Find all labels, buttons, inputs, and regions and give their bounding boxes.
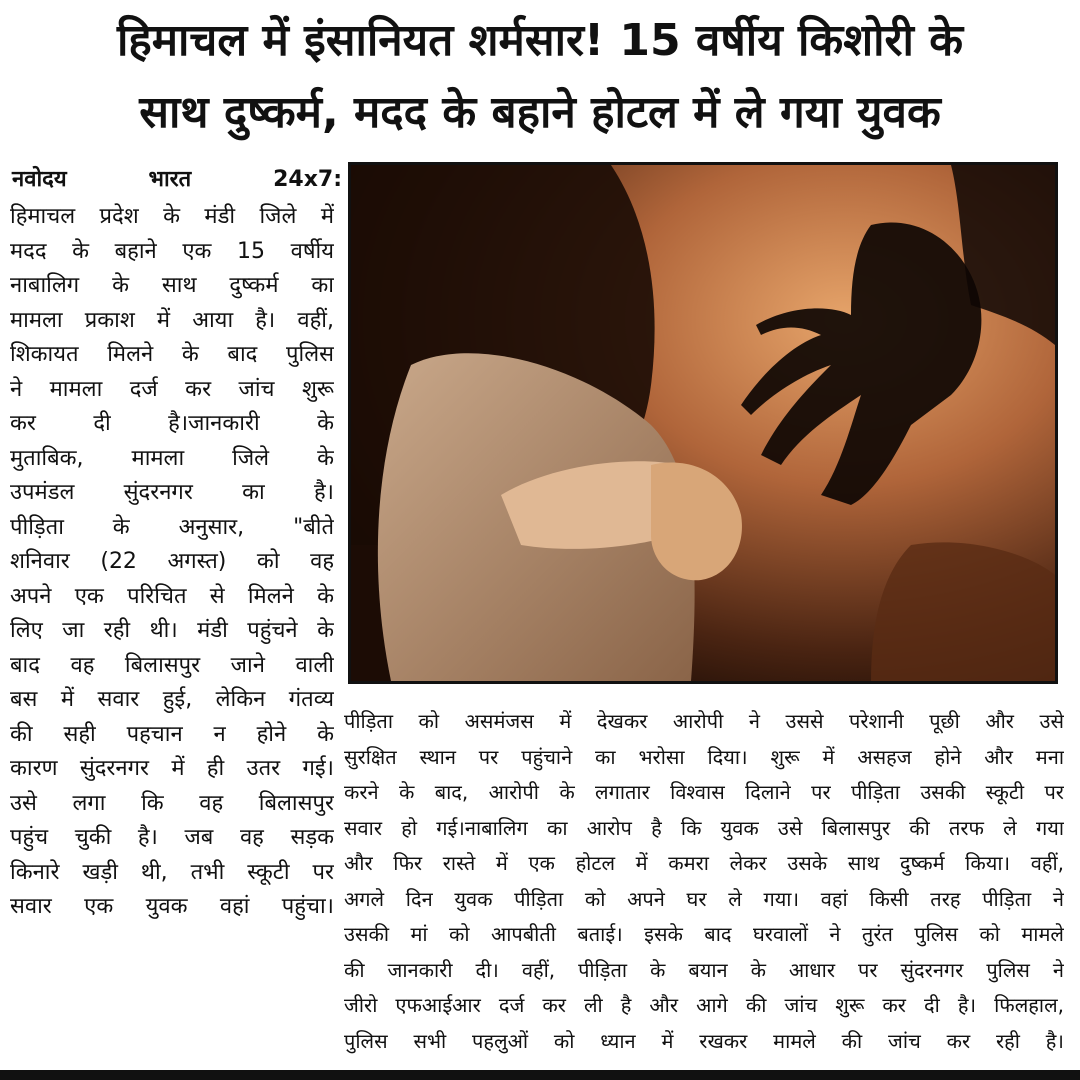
headline-line-1: हिमाचल में इंसानियत शर्मसार! 15 वर्षीय किशोरी के (116, 15, 964, 66)
left-column-line: मुताबिक, मामला जिले के (10, 445, 334, 471)
left-column-line: कर दी है।जानकारी के (10, 411, 334, 436)
left-column-line: किनारे खड़ी थी, तभी स्कूटी पर (10, 859, 334, 885)
left-column-line: पहुंच चुकी है। जब वह सड़क (10, 825, 334, 850)
right-column-line: उसकी मां को आपबीती बताई। इसके बाद घरवालों ने तुरंत पुलिस को मामले (344, 922, 1064, 946)
left-column-line: सवार एक युवक वहां पहुंचा। (10, 894, 334, 919)
left-column-line: हिमाचल प्रदेश के मंडी जिले में (10, 204, 334, 229)
left-column-line: लिए जा रही थी। मंडी पहुंचने के (10, 618, 334, 643)
right-column-line: और फिर रास्ते में एक होटल में कमरा लेकर उसके साथ दुष्कर्म किया। वहीं, (344, 851, 1064, 875)
left-column-line: नाबालिग के साथ दुष्कर्म का (10, 273, 334, 298)
headline-line-2: साथ दुष्कर्म, मदद के बहाने होटल में ले गया युवक (139, 87, 941, 138)
left-column-line: कारण सुंदरनगर में ही उतर गई। (10, 756, 334, 781)
right-column-line: सवार हो गई।नाबालिग का आरोप है कि युवक उसे बिलासपुर की तरफ ले गया (344, 815, 1064, 840)
left-column-line: बस में सवार हुई, लेकिन गंतव्य (10, 687, 334, 712)
right-column-line: सुरक्षित स्थान पर पहुंचाने का भरोसा दिया। शुरू में असहज होने और मना (344, 744, 1064, 769)
right-column-line: जीरो एफआईआर दर्ज कर ली है और आगे की जांच शुरू कर दी है। फिलहाल, (344, 993, 1064, 1017)
left-column-line: मदद के बहाने एक 15 वर्षीय (10, 238, 334, 264)
left-column-line: उपमंडल सुंदरनगर का है। (10, 480, 334, 505)
right-column-line: अगले दिन युवक पीड़िता को अपने घर ले गया। वहां किसी तरह पीड़िता ने (344, 886, 1064, 911)
photo-illustration (351, 165, 1055, 681)
left-column-line: उसे लगा कि वह बिलासपुर (10, 790, 334, 816)
left-column-line: पीड़िता के अनुसार, "बीते (10, 514, 334, 540)
left-column-line: शिकायत मिलने के बाद पुलिस (10, 342, 334, 367)
article-left-column (10, 200, 334, 925)
dateline-source-3: 24x7: (273, 167, 342, 192)
dateline-source-2: भारत (148, 167, 192, 192)
right-column-line: पुलिस सभी पहलुओं को ध्यान में रखकर मामले की जांच कर रही है। (344, 1028, 1064, 1053)
right-column-line: की जानकारी दी। वहीं, पीड़िता के बयान के आधार पर सुंदरनगर पुलिस ने (344, 957, 1064, 982)
left-column-line: मामला प्रकाश में आया है। वहीं, (10, 307, 334, 333)
dateline-source-1: नवोदय (12, 167, 67, 192)
dateline (12, 162, 342, 198)
article-photo (348, 162, 1058, 684)
left-column-line: ने मामला दर्ज कर जांच शुरू (10, 376, 334, 402)
right-column-line: पीड़िता को असमंजस में देखकर आरोपी ने उससे परेशानी पूछी और उसे (344, 709, 1064, 733)
left-column-line: शनिवार (22 अगस्त) को वह (10, 549, 334, 574)
bottom-bar (0, 1070, 1080, 1080)
right-column-line: करने के बाद, आरोपी के लगातार विश्वास दिलाने पर पीड़िता उसकी स्कूटी पर (344, 780, 1064, 804)
left-column-line: बाद वह बिलासपुर जाने वाली (10, 652, 334, 678)
left-column-line: की सही पहचान न होने के (10, 721, 334, 747)
left-column-line: अपने एक परिचित से मिलने के (10, 583, 334, 609)
article-right-column (344, 704, 1064, 1059)
